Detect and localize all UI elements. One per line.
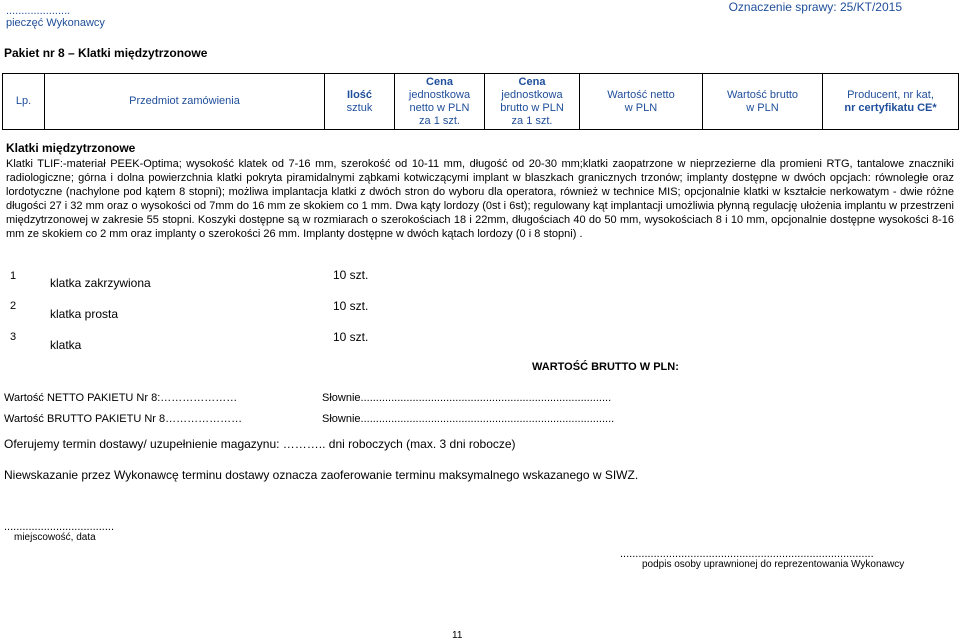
col-producer <box>823 74 958 129</box>
package-gross-words: Słownie................................................................................... <box>322 413 615 425</box>
col-quantity <box>325 74 395 129</box>
col-gross-line4: za 1 szt. <box>511 114 553 127</box>
package-title: Pakiet nr 8 – Klatki międzytrzonowe <box>4 46 208 60</box>
item-1-number: 1 <box>10 270 17 282</box>
col-lp <box>3 74 45 129</box>
col-net-line1: Cena <box>426 75 453 88</box>
col-unit-net <box>395 74 485 129</box>
product-description: Klatki TLIF:-materiał PEEK-Optima; wysokość klatek od 7-16 mm, szerokość od 10-11 mm, długość od 20-30 mm;klatki zaopatrzone w nieprzezierne dla promieni RTG, tantalowe znaczniki radiologiczne; górna i dolna powierzchnia klatki pokryta piramidalnymi ząbkami kotwiczącymi implant w blaszkach granicznych trzonów; implanty dostępne w dwóch opcjach: równoległe oraz lordotyczne (nachylone pod kątem 8 stopni); możliwa implantacja klatki z dwóch stron do wyboru dla operatora, również w technice MIS; opcjonalnie klatki w kształcie nerkowatym - dwie różne długości 27 i 32 mm oraz o wysokości od 7mm do 16 mm ze skokiem co 1 mm. Dwa kąty lordozy (0st i 6st); regulowany kąt implantacji umożliwia płynną regulację ułożenia implantu w przestrzeni międzytrzonowej w zakresie 55 stopni. Koszyki dostępne są w rozmiarach o szerokościach 18 i 22mm, długościach 40 do 50 mm, wysokościach 8 i 10 mm, opcjonalnie dostępne wysokości 8-16 mm ze skokiem co 2 mm oraz implanty o szerokości 26 mm. Implanty dostępne w dwóch kątach lordozy (0 i 8 stopni) . <box>6 158 954 240</box>
col-subject-label: Przedmiot zamówienia <box>129 95 240 107</box>
col-prod-line1: Producent, nr kat, <box>847 88 934 101</box>
col-netval-line1: Wartość netto <box>607 88 675 101</box>
col-qty-line1: Ilość <box>346 88 373 101</box>
package-net-value: Wartość NETTO PAKIETU Nr 8:………………… <box>4 392 238 404</box>
item-2-name: klatka prosta <box>50 307 119 321</box>
col-gross-value <box>703 74 823 129</box>
col-gross-line2: jednostkowa <box>501 88 563 101</box>
page-number: 11 <box>452 630 463 641</box>
col-netval-line2: w PLN <box>624 101 658 114</box>
stamp-dots: ..................... <box>6 5 71 17</box>
col-prod-line2: nr certyfikatu CE* <box>844 101 937 114</box>
place-date-label: miejscowość, data <box>14 532 96 543</box>
table-header <box>2 73 959 130</box>
total-gross-label: WARTOŚĆ BRUTTO W PLN: <box>532 361 679 373</box>
col-net-line3: netto w PLN <box>409 101 470 114</box>
place-date-dots: .................................... <box>4 521 115 533</box>
col-net-line2: jednostkowa <box>408 88 471 101</box>
package-gross-value: Wartość BRUTTO PAKIETU Nr 8………………… <box>4 413 243 425</box>
stamp-label: pieczęć Wykonawcy <box>6 17 105 29</box>
item-3-qty: 10 szt. <box>333 330 369 344</box>
col-grossval-line2: w PLN <box>746 101 779 114</box>
col-lp-label: Lp. <box>15 95 32 107</box>
col-net-line4: za 1 szt. <box>419 114 460 127</box>
item-2-number: 2 <box>10 300 17 312</box>
col-grossval-line1: Wartość brutto <box>726 88 799 101</box>
col-unit-gross <box>485 74 580 129</box>
signature-label: podpis osoby uprawnionej do reprezentowania Wykonawcy <box>642 559 905 570</box>
package-net-words: Słownie.................................................................................. <box>322 392 612 404</box>
item-1-qty: 10 szt. <box>333 268 369 282</box>
delivery-term: Oferujemy termin dostawy/ uzupełnienie magazynu: ……….. dni roboczych (max. 3 dni robocze) <box>4 437 516 451</box>
col-gross-line3: brutto w PLN <box>500 101 564 114</box>
item-3-name: klatka <box>50 338 82 352</box>
delivery-note: Niewskazanie przez Wykonawcę terminu dostawy oznacza zaoferowanie terminu maksymalnego wskazanego w SIWZ. <box>4 468 639 482</box>
col-net-value <box>580 74 703 129</box>
stamp-block <box>6 5 105 29</box>
col-qty-line2: sztuk <box>346 101 373 114</box>
signature-dots: ................................................................................... <box>620 548 874 560</box>
col-gross-line1: Cena <box>518 75 546 88</box>
section-title: Klatki międzytrzonowe <box>6 141 136 155</box>
item-1-name: klatka zakrzywiona <box>50 276 151 290</box>
case-reference: Oznaczenie sprawy: 25/KT/2015 <box>728 0 902 14</box>
col-subject <box>45 74 325 129</box>
item-3-number: 3 <box>10 331 17 343</box>
item-2-qty: 10 szt. <box>333 299 369 313</box>
